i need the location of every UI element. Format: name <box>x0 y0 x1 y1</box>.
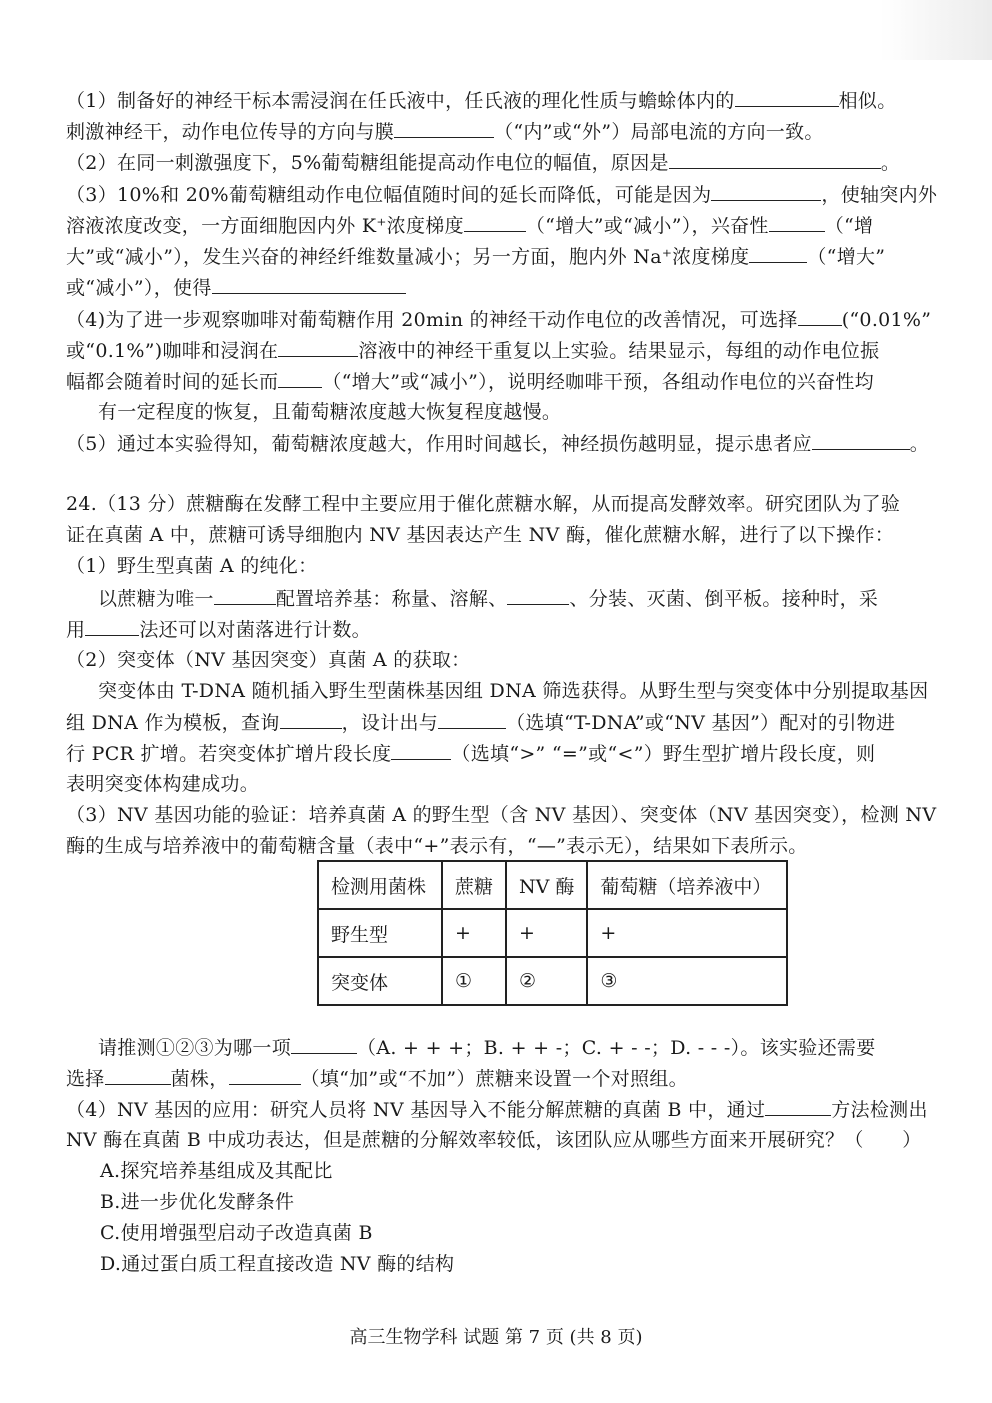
q24-part3-line3: 请推测①②③为哪一项 （A. + + +；B. + + -；C. + - -；D. - - -）。该实验还需要 <box>98 1033 876 1062</box>
answer-blank[interactable] <box>229 1064 301 1085</box>
option-d[interactable]: D.通过蛋白质工程直接改造 NV 酶的结构 <box>100 1253 455 1275</box>
q23-part1-line2: 刺激神经干，动作电位传导的方向与膜 （“内”或“外”）局部电流的方向一致。 <box>66 117 824 146</box>
q23-part4-line1: （4)为了进一步观察咖啡对葡萄糖作用 20min 的神经干动作电位的改善情况，可选择 (“0.01%” <box>66 305 931 334</box>
table-cell: ③ <box>587 957 787 1005</box>
answer-blank[interactable] <box>280 708 342 729</box>
q24-part1-title: （1）野生型真菌 A 的纯化： <box>66 555 318 577</box>
answer-blank[interactable] <box>212 273 406 294</box>
answer-blank[interactable] <box>394 117 494 138</box>
table-header-row <box>318 861 787 909</box>
q23-part3-line1: （3）10%和 20%葡萄糖组动作电位幅值随时间的延长而降低，可能是因为 ，使轴突内外 <box>66 180 937 209</box>
q23-part3-line3: 大”或“减小”），发生兴奋的神经纤维数量减小；另一方面，胞内外 Na⁺浓度梯度 （“增大” <box>66 242 885 271</box>
q24-part1-line1: 以蔗糖为唯一 配置培养基：称量、溶解、 、分装、灭菌、倒平板。接种时，采 <box>98 584 878 613</box>
table-row <box>318 957 787 1005</box>
answer-blank[interactable] <box>278 336 358 357</box>
answer-blank[interactable] <box>711 180 821 201</box>
result-table <box>317 860 788 1006</box>
table-row <box>318 909 787 957</box>
answer-blank[interactable] <box>291 1033 357 1054</box>
scan-shadow <box>880 0 992 60</box>
answer-blank[interactable] <box>278 367 322 388</box>
answer-blank[interactable] <box>798 305 842 326</box>
answer-blank[interactable] <box>464 211 526 232</box>
answer-blank[interactable] <box>507 584 569 605</box>
answer-blank[interactable] <box>769 211 825 232</box>
table-cell: + <box>442 909 506 957</box>
table-header-cell: 检测用菌株 <box>318 861 442 909</box>
q23-part5: （5）通过本实验得知，葡萄糖浓度越大，作用时间越长，神经损伤越明显，提示患者应 。 <box>66 429 929 458</box>
q23-part4-line2: 或“0.1%”)咖啡和浸润在 溶液中的神经干重复以上实验。结果显示，每组的动作电位振 <box>66 336 879 365</box>
table-cell: + <box>506 909 587 957</box>
q24-part3-line4: 选择 菌株， （填“加”或“不加”）蔗糖来设置一个对照组。 <box>66 1064 688 1093</box>
answer-blank[interactable] <box>765 1095 831 1116</box>
q24-part3-line1: （3）NV 基因功能的验证：培养真菌 A 的野生型（含 NV 基因）、突变体（NV 基因突变），检测 NV <box>66 804 937 826</box>
table-cell: 野生型 <box>318 909 442 957</box>
q24-header-line1: 24.（13 分）蔗糖酶在发酵工程中主要应用于催化蔗糖水解，从而提高发酵效率。研究团队为了验 <box>66 493 901 515</box>
answer-blank[interactable] <box>438 708 506 729</box>
q23-part2: （2）在同一刺激强度下，5%葡萄糖组能提高动作电位的幅值，原因是 。 <box>66 148 900 177</box>
q23-part4-line3: 幅都会随着时间的延长而 （“增大”或“减小”），说明经咖啡干预，各组动作电位的兴奋性均 <box>66 367 874 396</box>
table-cell: + <box>587 909 787 957</box>
option-c[interactable]: C.使用增强型启动子改造真菌 B <box>100 1222 373 1244</box>
q24-part2-line2: 组 DNA 作为模板，查询 ，设计出与 （选填“T-DNA”或“NV 基因”）配对的引物进 <box>66 708 895 737</box>
q23-part3-line2: 溶液浓度改变，一方面细胞因内外 K⁺浓度梯度 （“增大”或“减小”），兴奋性 （“增 <box>66 211 873 240</box>
q24-part4-line1: （4）NV 基因的应用：研究人员将 NV 基因导入不能分解蔗糖的真菌 B 中，通过 方法检测出 <box>66 1095 928 1124</box>
answer-blank[interactable] <box>214 584 276 605</box>
page-footer: 高三生物学科 试题 第 7 页 (共 8 页) <box>349 1327 643 1348</box>
q23-part3-line4: 或“减小”），使得 <box>66 273 406 302</box>
table-header-cell: 葡萄糖（培养液中） <box>587 861 787 909</box>
q24-part2-line3: 行 PCR 扩增。若突变体扩增片段长度 （选填“>” “=”或“<”）野生型扩增片段长度，则 <box>66 739 875 768</box>
table-cell: ① <box>442 957 506 1005</box>
table-header-cell: 蔗糖 <box>442 861 506 909</box>
answer-blank[interactable] <box>669 148 881 169</box>
option-b[interactable]: B.进一步优化发酵条件 <box>100 1191 295 1213</box>
q24-part3-line2: 酶的生成与培养液中的葡萄糖含量（表中“+”表示有，“—”表示无），结果如下表所示。 <box>66 835 808 857</box>
q24-header-line2: 证在真菌 A 中，蔗糖可诱导细胞内 NV 基因表达产生 NV 酶，催化蔗糖水解，进行了以下操作： <box>66 524 895 546</box>
answer-blank[interactable] <box>85 615 139 636</box>
q23-part1-line1: （1）制备好的神经干标本需浸润在任氏液中，任氏液的理化性质与蟾蜍体内的 相似。 <box>66 86 897 115</box>
answer-blank[interactable] <box>812 429 910 450</box>
q24-part2-title: （2）突变体（NV 基因突变）真菌 A 的获取： <box>66 649 471 671</box>
q23-part4-line4: 有一定程度的恢复，且葡萄糖浓度越大恢复程度越慢。 <box>98 401 562 423</box>
q24-part2-line4: 表明突变体构建成功。 <box>66 773 260 795</box>
table-header-cell: NV 酶 <box>506 861 587 909</box>
q24-part4-line2: NV 酶在真菌 B 中成功表达，但是蔗糖的分解效率较低，该团队应从哪些方面来开展研究？（ ） <box>66 1129 922 1151</box>
table-cell: 突变体 <box>318 957 442 1005</box>
answer-blank[interactable] <box>749 242 807 263</box>
answer-blank[interactable] <box>105 1064 171 1085</box>
q24-part2-line1: 突变体由 T-DNA 随机插入野生型菌株基因组 DNA 筛选获得。从野生型与突变体中分别提取基因 <box>98 680 929 702</box>
answer-blank[interactable] <box>391 739 451 760</box>
q24-part1-line2: 用 法还可以对菌落进行计数。 <box>66 615 371 644</box>
answer-blank[interactable] <box>735 86 839 107</box>
option-a[interactable]: A.探究培养基组成及其配比 <box>100 1160 333 1182</box>
table-cell: ② <box>506 957 587 1005</box>
